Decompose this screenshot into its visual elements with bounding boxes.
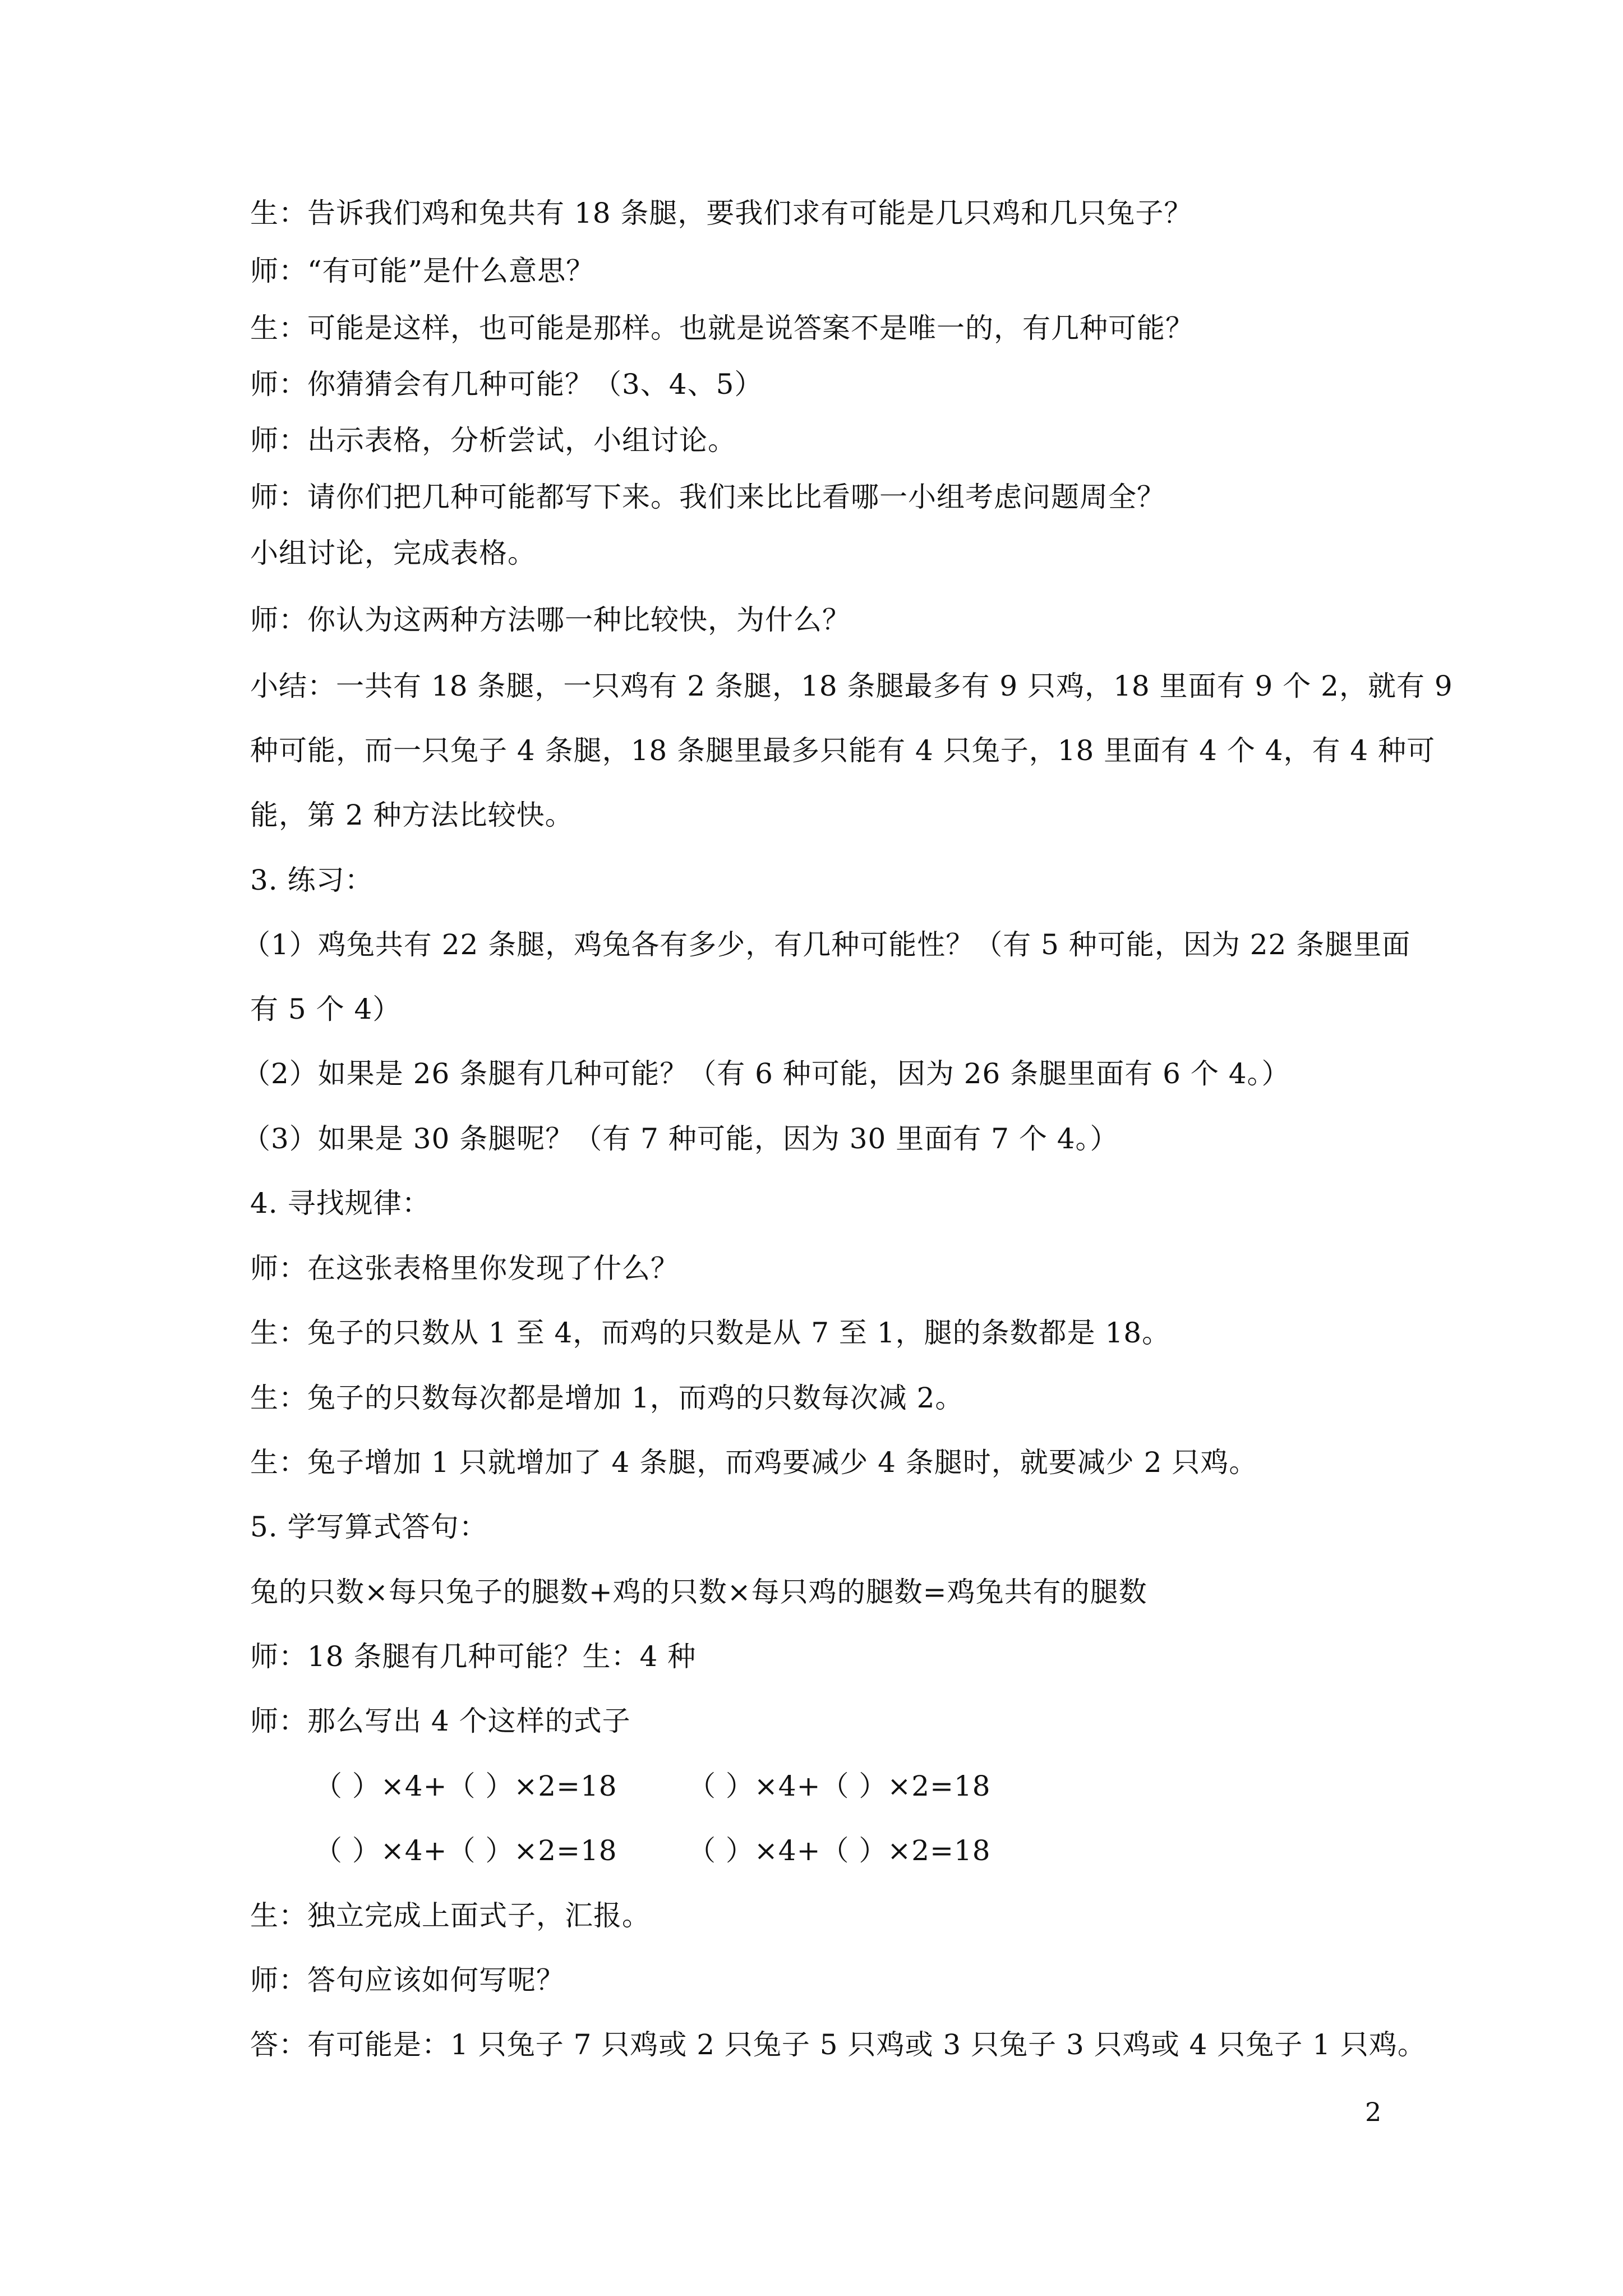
page-number: 2 [1365, 2097, 1382, 2127]
text-line: （1）鸡兔共有 22 条腿，鸡兔各有多少，有几种可能性？（有 5 种可能，因为 22 条腿里面 [242, 928, 1411, 961]
text-line: 生：告诉我们鸡和兔共有 18 条腿，要我们求有可能是几只鸡和几只兔子？ [250, 197, 1193, 229]
section-heading: 4. 寻找规律： [250, 1187, 431, 1220]
text-line: 小组讨论，完成表格。 [250, 537, 536, 569]
text-line: 师：答句应该如何写呢？ [250, 1964, 565, 1996]
text-line: 师：那么写出 4 个这样的式子 [250, 1705, 631, 1737]
equation-blank: （ ）×4+（ ）×2=18 [688, 1770, 991, 1802]
text-line: 师：18 条腿有几种可能？生：4 种 [250, 1640, 697, 1673]
text-line: 师：“有可能”是什么意思？ [250, 255, 595, 287]
text-line: 师：你猜猜会有几种可能？（3、4、5） [250, 368, 763, 401]
text-line: 小结：一共有 18 条腿，一只鸡有 2 条腿，18 条腿最多有 9 只鸡，18 里面有 9 个 2，就有 9 [250, 670, 1453, 702]
text-line: 生：独立完成上面式子，汇报。 [250, 1899, 651, 1932]
text-line: 能，第 2 种方法比较快。 [250, 799, 574, 831]
text-line: 答：有可能是：1 只兔子 7 只鸡或 2 只兔子 5 只鸡或 3 只兔子 3 只鸡或 4 只兔子 1 只鸡。 [250, 2028, 1426, 2061]
text-line: 兔的只数×每只兔子的腿数+鸡的只数×每只鸡的腿数=鸡兔共有的腿数 [250, 1576, 1147, 1608]
text-line: 师：你认为这两种方法哪一种比较快，为什么？ [250, 604, 851, 636]
text-line: 生：可能是这样，也可能是那样。也就是说答案不是唯一的，有几种可能？ [250, 312, 1194, 344]
text-line: 师：请你们把几种可能都写下来。我们来比比看哪一小组考虑问题周全？ [250, 481, 1165, 513]
text-line: 师：在这张表格里你发现了什么？ [250, 1252, 679, 1285]
text-line: 有 5 个 4） [250, 993, 402, 1025]
section-heading: 3. 练习： [250, 864, 374, 896]
text-line: （2）如果是 26 条腿有几种可能？（有 6 种可能，因为 26 条腿里面有 6 个 4。） [242, 1057, 1290, 1090]
equation-blank: （ ）×4+（ ）×2=18 [688, 1834, 991, 1867]
text-line: 生：兔子的只数从 1 至 4，而鸡的只数是从 7 至 1，腿的条数都是 18。 [250, 1317, 1171, 1349]
text-line: 种可能，而一只兔子 4 条腿，18 条腿里最多只能有 4 只兔子，18 里面有 4 个 4，有 4 种可 [250, 734, 1436, 767]
section-heading: 5. 学写算式答句： [250, 1511, 488, 1543]
text-line: 生：兔子的只数每次都是增加 1，而鸡的只数每次减 2。 [250, 1382, 964, 1414]
text-line: 生：兔子增加 1 只就增加了 4 条腿，而鸡要减少 4 条腿时，就要减少 2 只鸡。 [250, 1446, 1258, 1479]
text-line: 师：出示表格，分析尝试，小组讨论。 [250, 424, 736, 457]
equation-blank: （ ）×4+（ ）×2=18 [314, 1770, 617, 1802]
text-line: （3）如果是 30 条腿呢？（有 7 种可能，因为 30 里面有 7 个 4。） [242, 1122, 1119, 1155]
equation-blank: （ ）×4+（ ）×2=18 [314, 1834, 617, 1867]
